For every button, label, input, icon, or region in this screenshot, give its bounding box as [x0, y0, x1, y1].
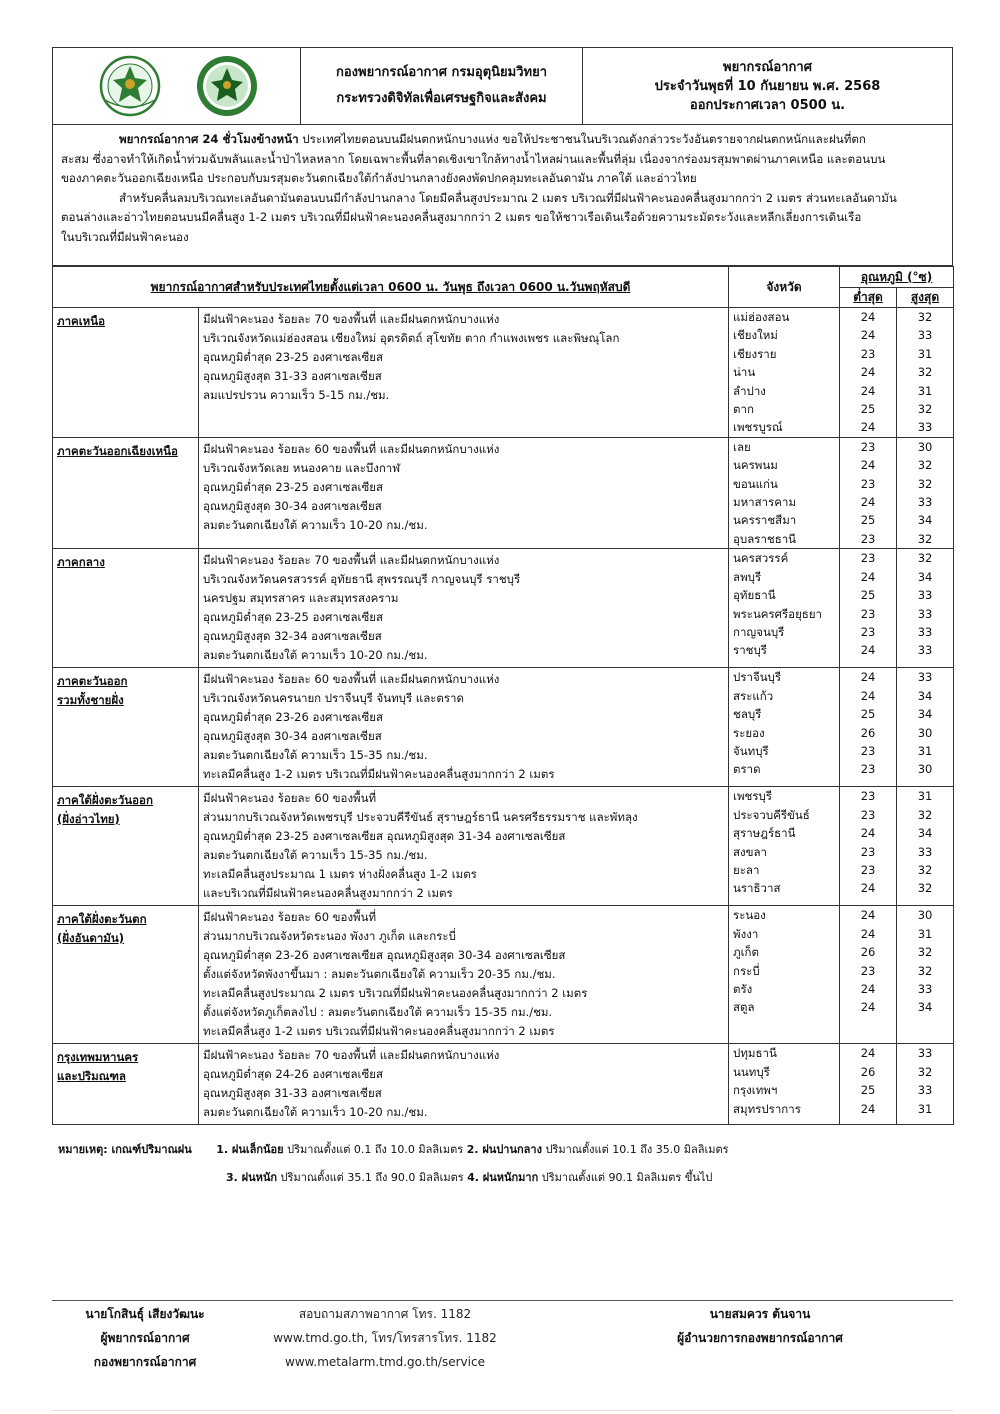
- province-name: ชลบุรี: [733, 707, 762, 722]
- region-forecast: [199, 668, 729, 787]
- region-name-line: ภาคกลาง: [57, 555, 105, 570]
- province-name: มหาสารคาม: [733, 495, 797, 510]
- max-temp: 33: [917, 624, 933, 639]
- max-temp: 32: [917, 531, 933, 546]
- min-temp-list: [840, 1044, 897, 1125]
- max-temp-list: [897, 668, 954, 787]
- region-name-line: (ฝั่งอันดามัน): [57, 930, 125, 945]
- notes-row-2: [58, 1164, 948, 1192]
- min-temp: 24: [860, 1046, 876, 1061]
- min-temp: 24: [860, 1000, 876, 1015]
- max-temp: 32: [917, 862, 933, 877]
- min-temp: 24: [860, 310, 876, 324]
- header-min-label: ต่ำสุด: [853, 290, 883, 304]
- forecast-line: อุณหภูมิต่ำสุด 23-25 องศาเซลเซียส อุณหภูมิสูงสุด 31-34 องศาเซลเซียส: [203, 829, 566, 844]
- min-temp: 23: [860, 807, 876, 822]
- min-temp-list: [840, 787, 897, 906]
- max-temp-list: [897, 549, 954, 668]
- min-temp: 25: [860, 402, 876, 417]
- note-c1-name: 1. ฝนเล็กน้อย: [216, 1143, 284, 1156]
- min-temp: 24: [860, 495, 876, 510]
- province-name: เพชรบูรณ์: [733, 420, 783, 435]
- province-list: [729, 437, 840, 548]
- forecast-line: ทะเลมีคลื่นสูง 1-2 เมตร บริเวณที่มีฝนฟ้าคะนองคลื่นสูงมากกว่า 2 เมตร: [203, 767, 555, 782]
- province-list: [729, 1044, 840, 1125]
- min-temp: 23: [860, 963, 876, 978]
- province-name: จันทบุรี: [733, 743, 769, 758]
- rainfall-notes: [58, 1136, 948, 1192]
- forecast-line: บริเวณจังหวัดนครนายก ปราจีนบุรี จันทบุรี และตราด: [203, 691, 464, 706]
- min-temp: 23: [860, 762, 876, 777]
- province-name: สุราษฎร์ธานี: [733, 826, 796, 841]
- region-name-line: และปริมณฑล: [57, 1068, 126, 1083]
- forecast-line: มีฝนฟ้าคะนอง ร้อยละ 60 ของพื้นที่: [203, 791, 377, 806]
- forecast-table: [52, 266, 954, 1125]
- region-name-line: กรุงเทพมหานคร: [57, 1050, 139, 1065]
- forecast-line: ลมแปรปรวน ความเร็ว 5-15 กม./ชม.: [203, 388, 390, 402]
- forecast-line: มีฝนฟ้าคะนอง ร้อยละ 60 ของพื้นที่ และมีฝนตกหนักบางแห่ง: [203, 672, 500, 687]
- region-row: [53, 787, 954, 906]
- min-temp: 24: [860, 688, 876, 703]
- summary-p1-text: ประเทศไทยตอนบนมีฝนตกหนักบางแห่ง ขอให้ประชาชนในบริเวณดังกล่าวระวังอันตรายจากฝนตกหนักและฝนที่ตก: [298, 132, 866, 146]
- max-temp: 33: [917, 1046, 933, 1061]
- region-forecast: [199, 906, 729, 1044]
- province-name: ตรัง: [733, 981, 753, 996]
- contact-phone: สอบถามสภาพอากาศ โทร. 1182: [298, 1307, 472, 1321]
- region-name-line: (ฝั่งอ่าวไทย): [57, 811, 120, 826]
- forecast-line: อุณหภูมิต่ำสุด 23-26 องศาเซลเซียส อุณหภูมิสูงสุด 30-34 องศาเซลเซียส: [203, 948, 566, 963]
- min-temp: 23: [860, 439, 876, 454]
- region-forecast: [199, 549, 729, 668]
- region-forecast: [199, 787, 729, 906]
- header-max-label: สูงสุด: [910, 290, 940, 304]
- region-name: [53, 668, 199, 787]
- max-temp: 32: [917, 881, 933, 896]
- forecast-line: อุณหภูมิต่ำสุด 23-25 องศาเซลเซียส: [203, 610, 384, 625]
- province-name: สงขลา: [733, 844, 768, 859]
- forecast-line: บริเวณจังหวัดแม่ฮ่องสอน เชียงใหม่ อุตรดิตถ์ สุโขทัย ตาก กำแพงเพชร และพิษณุโลก: [203, 331, 620, 345]
- min-temp: 24: [860, 643, 876, 658]
- max-temp: 32: [917, 365, 933, 380]
- summary-lead: พยากรณ์อากาศ 24 ชั่วโมงข้างหน้า: [119, 132, 299, 146]
- min-temp: 26: [860, 1064, 876, 1079]
- min-temp: 25: [860, 707, 876, 722]
- max-temp-list: [897, 787, 954, 906]
- min-temp: 23: [860, 743, 876, 758]
- max-temp: 33: [917, 981, 933, 996]
- forecast-line: อุณหภูมิสูงสุด 32-34 องศาเซลเซียส: [203, 629, 382, 644]
- region-name: [53, 906, 199, 1044]
- max-temp-list: [897, 1044, 954, 1125]
- contact-service-url[interactable]: www.metalarm.tmd.go.th/service: [285, 1355, 485, 1369]
- notes-row-1: [58, 1136, 948, 1164]
- forecast-line: ตั้งแต่จังหวัดพังงาขึ้นมา : ลมตะวันตกเฉียงใต้ ความเร็ว 20-35 กม./ชม.: [203, 967, 556, 982]
- forecast-line: มีฝนฟ้าคะนอง ร้อยละ 70 ของพื้นที่ และมีฝนตกหนักบางแห่ง: [203, 1048, 500, 1063]
- province-name: สระแก้ว: [733, 688, 774, 703]
- document-header: [52, 47, 953, 125]
- logos: [53, 48, 301, 124]
- note-c4-text: ปริมาณตั้งแต่ 90.1 มิลลิเมตร ขึ้นไป: [538, 1171, 713, 1184]
- forecast-line: อุณหภูมิต่ำสุด 23-26 องศาเซลเซียส: [203, 710, 384, 725]
- region-name: [53, 308, 199, 438]
- region-row: [53, 308, 954, 438]
- min-temp: 23: [860, 624, 876, 639]
- min-temp: 24: [860, 1101, 876, 1116]
- notes-label: หมายเหตุ: เกณฑ์ปริมาณฝน: [58, 1143, 192, 1156]
- min-temp: 23: [860, 551, 876, 566]
- min-temp: 25: [860, 513, 876, 528]
- max-temp: 30: [917, 439, 933, 454]
- forecast-line: มีฝนฟ้าคะนอง ร้อยละ 60 ของพื้นที่: [203, 910, 377, 925]
- forecaster-name: นายโกสินธุ์ เสียงวัฒนะ: [85, 1307, 205, 1321]
- min-temp: 23: [860, 531, 876, 546]
- max-temp: 32: [917, 963, 933, 978]
- region-row: [53, 1044, 954, 1125]
- region-name-line: ภาคเหนือ: [57, 314, 106, 328]
- note-c3-text: ปริมาณตั้งแต่ 35.1 ถึง 90.0 มิลลิเมตร: [277, 1171, 468, 1184]
- province-name: ตาก: [733, 402, 754, 417]
- max-temp: 33: [917, 643, 933, 658]
- forecast-line: อุณหภูมิต่ำสุด 24-26 องศาเซลเซียส: [203, 1067, 384, 1082]
- title-date: ประจำวันพุธที่ 10 กันยายน พ.ศ. 2568: [654, 78, 881, 94]
- header-province: จังหวัด: [729, 267, 840, 308]
- min-temp: 25: [860, 1083, 876, 1098]
- province-name: ราชบุรี: [733, 643, 767, 658]
- region-name: [53, 549, 199, 668]
- forecast-line: ตั้งแต่จังหวัดภูเก็ตลงไป : ลมตะวันตกเฉียงใต้ ความเร็ว 15-35 กม./ชม.: [203, 1005, 553, 1020]
- min-temp: 26: [860, 945, 876, 960]
- region-row: [53, 437, 954, 548]
- province-name: กระบี่: [733, 963, 760, 978]
- province-name: น่าน: [733, 365, 756, 380]
- province-name: ลำปาง: [733, 383, 766, 398]
- organization-name: [301, 48, 583, 124]
- signature-forecaster: [60, 1302, 230, 1374]
- max-temp: 32: [917, 945, 933, 960]
- director-name: นายสมควร ต้นจาน: [709, 1307, 811, 1321]
- header-forecast-label: พยากรณ์อากาศสำหรับประเทศไทยตั้งแต่เวลา 0600 น. วันพุธ ถึงเวลา 0600 น.วันพฤหัสบดี: [150, 279, 631, 294]
- max-temp: 31: [917, 926, 933, 941]
- region-name: [53, 1044, 199, 1125]
- min-temp: 26: [860, 725, 876, 740]
- province-name: กาญจนบุรี: [733, 624, 785, 639]
- max-temp: 31: [917, 383, 933, 398]
- max-temp: 34: [917, 569, 933, 584]
- forecast-line: นครปฐม สมุทรสาคร และสมุทรสงคราม: [203, 591, 399, 606]
- min-temp: 24: [860, 908, 876, 923]
- forecast-line: ลมตะวันตกเฉียงใต้ ความเร็ว 10-20 กม./ชม.: [203, 517, 428, 532]
- note-c2-name: 2. ฝนปานกลาง: [466, 1143, 542, 1156]
- forecast-line: ทะเลมีคลื่นสูง 1-2 เมตร บริเวณที่มีฝนฟ้าคะนองคลื่นสูงมากกว่า 2 เมตร: [203, 1024, 555, 1039]
- min-temp-list: [840, 549, 897, 668]
- org-line-1: กองพยากรณ์อากาศ กรมอุตุนิยมวิทยา: [335, 65, 547, 80]
- page-bottom-divider: [52, 1410, 953, 1411]
- forecast-line: ส่วนมากบริเวณจังหวัดเพชรบุรี ประจวบคีรีขันธ์ สุราษฎร์ธานี นครศรีธรรมราช และพัทลุง: [203, 810, 638, 825]
- forecast-line: ลมตะวันตกเฉียงใต้ ความเร็ว 10-20 กม./ชม.: [203, 648, 428, 663]
- min-temp: 24: [860, 670, 876, 685]
- province-name: ปทุมธานี: [733, 1046, 777, 1061]
- forecaster-role: ผู้พยากรณ์อากาศ: [100, 1331, 190, 1345]
- min-temp: 24: [860, 365, 876, 380]
- province-name: อุทัยธานี: [733, 588, 776, 603]
- max-temp-list: [897, 437, 954, 548]
- min-temp: 24: [860, 458, 876, 473]
- min-temp: 24: [860, 420, 876, 435]
- region-name-line: ภาคใต้ฝั่งตะวันออก: [57, 793, 153, 808]
- forecast-line: ลมตะวันตกเฉียงใต้ ความเร็ว 10-20 กม./ชม.: [203, 1105, 428, 1120]
- max-temp-list: [897, 308, 954, 438]
- province-name: เชียงใหม่: [733, 328, 778, 343]
- summary-p2-line3: ในบริเวณที่มีฝนฟ้าคะนอง: [61, 229, 189, 244]
- region-row: [53, 668, 954, 787]
- province-list: [729, 308, 840, 438]
- min-temp: 23: [860, 789, 876, 804]
- province-name: นราธิวาส: [733, 881, 781, 896]
- min-temp: 24: [860, 926, 876, 941]
- contact-info: [260, 1302, 510, 1374]
- province-list: [729, 549, 840, 668]
- max-temp: 34: [917, 688, 933, 703]
- header-forecast: [53, 267, 729, 308]
- min-temp: 24: [860, 569, 876, 584]
- org-line-2: กระทรวงดิจิทัลเพื่อเศรษฐกิจและสังคม: [336, 91, 547, 106]
- max-temp: 32: [917, 551, 933, 566]
- min-temp: 24: [860, 826, 876, 841]
- max-temp: 34: [917, 1000, 933, 1015]
- province-name: ขอนแก่น: [733, 476, 778, 491]
- province-name: นครราชสีมา: [733, 513, 797, 528]
- header-max: [897, 288, 954, 308]
- province-name: แม่ฮ่องสอน: [733, 310, 790, 324]
- header-temperature-label: อุณหภูมิ (°ซ): [860, 269, 933, 284]
- region-name-line: ภาคใต้ฝั่งตะวันตก: [57, 912, 147, 927]
- province-name: นครสวรรค์: [733, 551, 789, 566]
- max-temp: 33: [917, 844, 933, 859]
- region-row: [53, 549, 954, 668]
- province-name: สมุทรปราการ: [733, 1101, 801, 1116]
- forecast-line: และบริเวณที่มีฝนฟ้าคะนองคลื่นสูงมากกว่า 2 เมตร: [203, 886, 453, 901]
- min-temp: 23: [860, 476, 876, 491]
- min-temp: 23: [860, 346, 876, 361]
- province-name: ภูเก็ต: [733, 945, 759, 960]
- forecast-line: ทะเลมีคลื่นสูงประมาณ 2 เมตร บริเวณที่มีฝนฟ้าคะนองคลื่นสูงมากกว่า 2 เมตร: [203, 986, 588, 1001]
- forecast-line: มีฝนฟ้าคะนอง ร้อยละ 60 ของพื้นที่ และมีฝนตกหนักบางแห่ง: [203, 441, 500, 456]
- min-temp: 23: [860, 606, 876, 621]
- min-temp-list: [840, 668, 897, 787]
- note-c1-text: ปริมาณตั้งแต่ 0.1 ถึง 10.0 มิลลิเมตร: [283, 1143, 467, 1156]
- province-name: ระยอง: [733, 725, 765, 740]
- max-temp: 32: [917, 476, 933, 491]
- max-temp: 32: [917, 310, 933, 324]
- region-name-line: ภาคตะวันออกเฉียงเหนือ: [57, 443, 178, 458]
- province-name: เพชรบุรี: [733, 789, 772, 804]
- note-c3-name: 3. ฝนหนัก: [226, 1171, 278, 1184]
- forecast-summary: [52, 125, 953, 266]
- forecast-line: อุณหภูมิสูงสุด 31-33 องศาเซลเซียส: [203, 369, 382, 383]
- forecast-line: ทะเลมีคลื่นสูงประมาณ 1 เมตร ห่างฝั่งคลื่นสูง 1-2 เมตร: [203, 867, 477, 882]
- region-forecast: [199, 437, 729, 548]
- region-forecast: [199, 1044, 729, 1125]
- director-role: ผู้อำนวยการกองพยากรณ์อากาศ: [677, 1331, 843, 1345]
- max-temp: 31: [917, 346, 933, 361]
- title-line-1: พยากรณ์อากาศ: [723, 59, 812, 75]
- province-name: นนทบุรี: [733, 1064, 770, 1079]
- max-temp: 33: [917, 670, 933, 685]
- note-c2-text: ปริมาณตั้งแต่ 10.1 ถึง 35.0 มิลลิเมตร: [541, 1143, 729, 1156]
- min-temp: 24: [860, 981, 876, 996]
- province-name: ปราจีนบุรี: [733, 670, 782, 685]
- min-temp: 23: [860, 862, 876, 877]
- max-temp: 34: [917, 826, 933, 841]
- max-temp: 32: [917, 1064, 933, 1079]
- province-name: สตูล: [733, 1000, 755, 1015]
- header-min: [840, 288, 897, 308]
- note-c4-name: 4. ฝนหนักมาก: [467, 1171, 539, 1184]
- province-name: ยะลา: [733, 862, 760, 877]
- min-temp: 24: [860, 383, 876, 398]
- contact-website[interactable]: www.tmd.go.th, โทร/โทรสารโทร. 1182: [273, 1331, 497, 1345]
- max-temp: 32: [917, 458, 933, 473]
- max-temp: 34: [917, 707, 933, 722]
- header-temperature: [840, 267, 954, 288]
- province-name: กรุงเทพฯ: [733, 1083, 778, 1098]
- forecast-line: ลมตะวันตกเฉียงใต้ ความเร็ว 15-35 กม./ชม.: [203, 748, 428, 763]
- province-name: พระนครศรีอยุธยา: [733, 606, 823, 621]
- summary-p2-line1: สำหรับคลื่นลมบริเวณทะเลอันดามันตอนบนมีกำลังปานกลาง โดยมีคลื่นสูงประมาณ 2 เมตร บริเวณที่มีฝนฟ้าคะนองคลื่นสูงมากกว่า 2 เมตร ส่วนทะเลอันดามัน: [119, 190, 897, 205]
- max-temp: 33: [917, 328, 933, 343]
- forecaster-dept: กองพยากรณ์อากาศ: [93, 1355, 197, 1369]
- max-temp: 33: [917, 495, 933, 510]
- tmd-logo-icon: [95, 54, 165, 118]
- province-name: ลพบุรี: [733, 569, 762, 584]
- region-name: [53, 437, 199, 548]
- forecast-line: อุณหภูมิสูงสุด 31-33 องศาเซลเซียส: [203, 1086, 382, 1101]
- max-temp: 30: [917, 725, 933, 740]
- forecast-line: บริเวณจังหวัดนครสวรรค์ อุทัยธานี สุพรรณบุรี กาญจนบุรี ราชบุรี: [203, 572, 521, 587]
- min-temp: 24: [860, 328, 876, 343]
- summary-p2-line2: ตอนล่างและอ่าวไทยตอนบนมีคลื่นสูง 1-2 เมตร บริเวณที่มีฝนฟ้าคะนองคลื่นสูงมากกว่า 2 เมตร ขอให้ชาวเรือเดินเรือด้วยความระมัดระวังและหลีกเลี่ยงการเดินเรือ: [61, 210, 862, 225]
- province-name: นครพนม: [733, 458, 778, 473]
- min-temp-list: [840, 437, 897, 548]
- forecast-line: อุณหภูมิสูงสุด 30-34 องศาเซลเซียส: [203, 729, 382, 744]
- province-list: [729, 668, 840, 787]
- min-temp: 25: [860, 588, 876, 603]
- forecast-line: มีฝนฟ้าคะนอง ร้อยละ 70 ของพื้นที่ และมีฝนตกหนักบางแห่ง: [203, 312, 500, 326]
- province-name: เชียงราย: [733, 346, 777, 361]
- max-temp: 31: [917, 1101, 933, 1116]
- footer-divider: [52, 1300, 953, 1301]
- max-temp-list: [897, 906, 954, 1044]
- max-temp: 32: [917, 402, 933, 417]
- province-name: เลย: [733, 439, 751, 454]
- forecast-line: ลมตะวันตกเฉียงใต้ ความเร็ว 15-35 กม./ชม.: [203, 848, 428, 863]
- province-name: ประจวบคีรีขันธ์: [733, 807, 810, 822]
- region-name-line: รวมทั้งชายฝั่ง: [57, 692, 124, 707]
- signature-director: [620, 1302, 900, 1350]
- forecast-line: อุณหภูมิสูงสุด 30-34 องศาเซลเซียส: [203, 498, 382, 513]
- title-issue-time: ออกประกาศเวลา 0500 น.: [689, 97, 846, 113]
- min-temp: 24: [860, 881, 876, 896]
- province-name: ระนอง: [733, 908, 766, 923]
- max-temp: 34: [917, 513, 933, 528]
- max-temp: 31: [917, 743, 933, 758]
- province-name: อุบลราชธานี: [733, 531, 797, 546]
- min-temp-list: [840, 906, 897, 1044]
- max-temp: 31: [917, 789, 933, 804]
- province-list: [729, 906, 840, 1044]
- region-row: [53, 906, 954, 1044]
- min-temp-list: [840, 308, 897, 438]
- max-temp: 32: [917, 807, 933, 822]
- forecast-line: อุณหภูมิต่ำสุด 23-25 องศาเซลเซียส: [203, 479, 384, 494]
- forecast-line: มีฝนฟ้าคะนอง ร้อยละ 70 ของพื้นที่ และมีฝนตกหนักบางแห่ง: [203, 553, 500, 568]
- summary-p1-line2: สะสม ซึ่งอาจทำให้เกิดน้ำท่วมฉับพลันและน้ำป่าไหลหลาก โดยเฉพาะพื้นที่ลาดเชิงเขาใกล้ทางน้ำไหลผ่านและพื้นที่ลุ่ม เนื่องจากร่องมรสุมพาดผ่านภาคเหนือ และตอนบน: [61, 151, 886, 166]
- forecast-line: บริเวณจังหวัดเลย หนองคาย และบึงกาฬ: [203, 460, 401, 475]
- max-temp: 30: [917, 908, 933, 923]
- forecast-line: อุณหภูมิต่ำสุด 23-25 องศาเซลเซียส: [203, 350, 384, 364]
- province-name: ตราด: [733, 762, 761, 777]
- summary-p1-line3: ของภาคตะวันออกเฉียงเหนือ ประกอบกับมรสุมตะวันตกเฉียงใต้กำลังปานกลางยังคงพัดปกคลุมทะเลอันดามัน ภาคใต้ และอ่าวไทย: [61, 171, 697, 186]
- region-name: [53, 787, 199, 906]
- max-temp: 30: [917, 762, 933, 777]
- ministry-logo-icon: [195, 54, 259, 118]
- forecast-rows: [53, 308, 954, 1125]
- region-forecast: [199, 308, 729, 438]
- max-temp: 33: [917, 420, 933, 435]
- max-temp: 33: [917, 606, 933, 621]
- province-list: [729, 787, 840, 906]
- province-name: พังงา: [733, 926, 759, 941]
- summary-p1-line1: [61, 130, 944, 150]
- min-temp: 23: [860, 844, 876, 859]
- forecast-line: ส่วนมากบริเวณจังหวัดระนอง พังงา ภูเก็ต และกระบี่: [203, 929, 456, 944]
- max-temp: 33: [917, 588, 933, 603]
- forecast-title: [583, 48, 952, 124]
- max-temp: 33: [917, 1083, 933, 1098]
- region-name-line: ภาคตะวันออก: [57, 674, 128, 689]
